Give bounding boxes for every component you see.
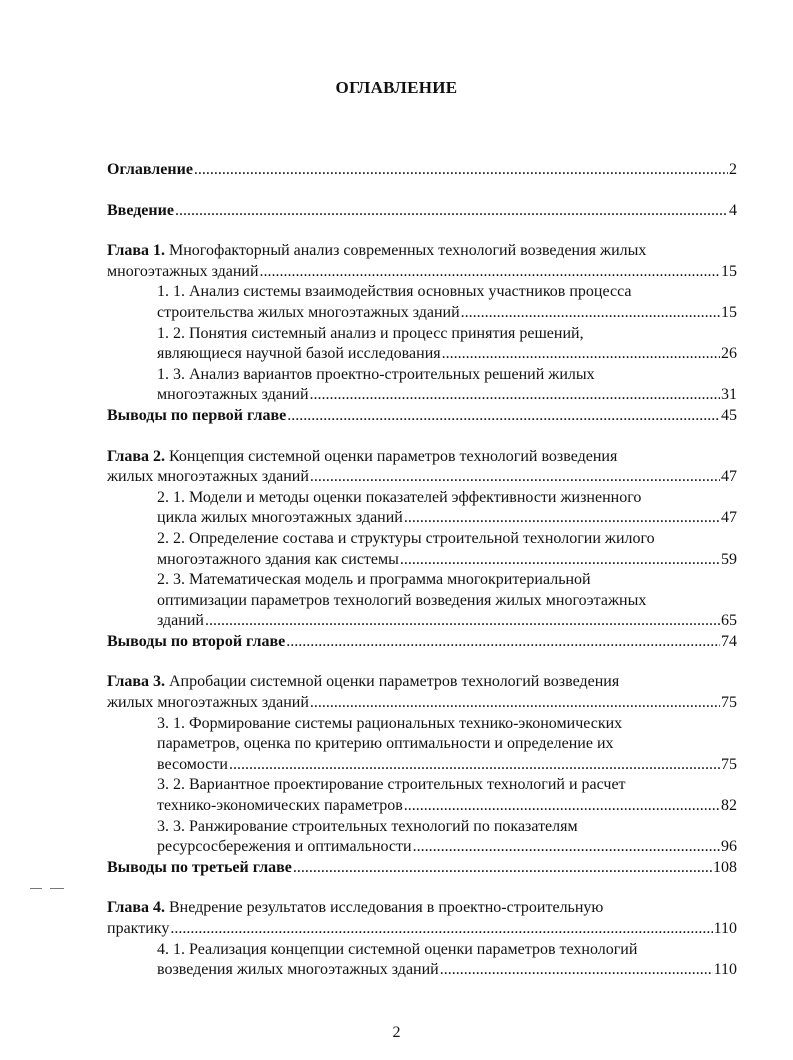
toc-entry-section-2-2[interactable] (107, 529, 737, 570)
toc-entry-label: Введение (107, 201, 174, 219)
page-ref: 47 (721, 468, 737, 486)
section-title-line2: оптимизации параметров технологий возведения жилых многоэтажных (157, 591, 647, 609)
section-title-line1: 3. 3. Ранжирование строительных технологий по показателям (157, 817, 578, 835)
section-title-line1: 4. 1. Реализация концепции системной оценки параметров технологий (157, 940, 638, 958)
section-title-line2: цикла жилых многоэтажных зданий (157, 509, 403, 527)
dot-leader (400, 550, 720, 571)
section-title-line1: 2. 2. Определение состава и структуры строительной технологии жилого (157, 529, 655, 547)
page-ref: 110 (713, 961, 737, 979)
section-title-line2: возведения жилых многоэтажных зданий (157, 961, 439, 979)
section-title-line1: 1. 1. Анализ системы взаимодействия основных участников процесса (157, 283, 632, 301)
section-title-line2: технико-экономических параметров (157, 797, 403, 815)
toc-entry-chapter-3[interactable] (107, 672, 737, 713)
page-ref: 110 (713, 920, 737, 937)
toc-entry-vvedenie[interactable] (107, 201, 737, 222)
toc-entry-section-3-3[interactable] (107, 817, 737, 858)
section-title-line3: зданий (157, 612, 204, 630)
section-title-line1: 1. 3. Анализ вариантов проектно-строительных решений жилых (157, 365, 595, 383)
toc-entry-chapter-1[interactable] (107, 241, 737, 282)
dot-leader (461, 303, 720, 324)
page-ref: 59 (721, 550, 737, 568)
chapter-title-line1: Концепция системной оценки параметров технологий возведения (165, 447, 618, 465)
page-ref: 47 (721, 509, 737, 527)
scan-speck (50, 888, 64, 889)
chapter-title-line2: многоэтажных зданий (107, 262, 259, 280)
page-ref: 45 (721, 406, 737, 424)
dot-leader (413, 837, 720, 858)
toc-entry-section-1-2[interactable] (107, 324, 737, 365)
dot-leader (442, 344, 720, 365)
toc-entry-section-4-1[interactable] (107, 940, 737, 981)
chapter-prefix: Глава 4. (107, 899, 165, 917)
toc-entry-conclusion-2[interactable] (107, 632, 737, 653)
page-number: 2 (392, 1024, 401, 1041)
section-title-line2: многоэтажного здания как системы (157, 550, 399, 568)
page-ref: 15 (721, 262, 737, 280)
dot-leader (194, 160, 728, 181)
conclusion-label: Выводы по третьей главе (107, 858, 292, 876)
chapter-title-line2: практику (107, 920, 170, 937)
page-ref: 15 (721, 303, 737, 321)
toc-entry-section-1-1[interactable] (107, 282, 737, 323)
conclusion-label: Выводы по второй главе (107, 632, 286, 650)
dot-leader (260, 262, 720, 283)
toc-entry-chapter-2[interactable] (107, 447, 737, 488)
section-title-line1: 2. 3. Математическая модель и программа многокритериальной (157, 571, 591, 589)
section-title-line2: являющиеся научной базой исследования (157, 345, 441, 363)
toc-entry-conclusion-3[interactable] (107, 858, 737, 879)
page-ref: 74 (721, 632, 737, 650)
page-ref: 75 (721, 694, 737, 712)
toc-entry-chapter-4[interactable] (107, 898, 737, 939)
dot-leader (229, 755, 720, 776)
section-title-line2: ресурсосбережения и оптимальности (157, 838, 412, 856)
toc-entry-label: Оглавление (107, 161, 193, 178)
table-of-contents (107, 160, 737, 981)
dot-leader (310, 693, 720, 714)
chapter-title-line2: жилых многоэтажных зданий (107, 694, 309, 712)
page-ref: 4 (729, 201, 737, 219)
conclusion-label: Выводы по первой главе (107, 406, 287, 424)
dot-leader (404, 796, 720, 817)
dot-leader (205, 611, 720, 632)
dot-leader (310, 385, 720, 406)
dot-leader (286, 632, 720, 653)
toc-entry-section-3-1[interactable] (107, 714, 737, 776)
chapter-title-line2: жилых многоэтажных зданий (107, 468, 309, 486)
section-title-line3: весомости (157, 755, 228, 773)
dot-leader (440, 960, 713, 981)
toc-entry-section-1-3[interactable] (107, 365, 737, 406)
page-ref: 65 (721, 612, 737, 630)
section-title-line2: многоэтажных зданий (157, 386, 309, 404)
page-ref: 31 (721, 386, 737, 404)
dot-leader (293, 858, 712, 879)
section-title-line1: 2. 1. Модели и методы оценки показателей эффективности жизненного (157, 488, 642, 506)
page-ref: 2 (729, 161, 737, 178)
page-ref: 108 (713, 858, 737, 876)
scan-speck (30, 888, 42, 889)
chapter-prefix: Глава 3. (107, 673, 165, 691)
chapter-title-line1: Многофакторный анализ современных технологий возведения жилых (165, 242, 647, 260)
toc-entry-section-2-3[interactable] (107, 570, 737, 632)
page-title: ОГЛАВЛЕНИЕ (335, 78, 458, 97)
chapter-prefix: Глава 1. (107, 242, 165, 260)
page-ref: 26 (721, 345, 737, 363)
page-ref: 75 (721, 755, 737, 773)
toc-entry-section-2-1[interactable] (107, 488, 737, 529)
section-title-line2: строительства жилых многоэтажных зданий (157, 303, 460, 321)
section-title-line1: 1. 2. Понятия системный анализ и процесс принятия решений, (157, 324, 584, 342)
toc-entry-oglavlenie[interactable] (107, 160, 737, 181)
dot-leader (404, 508, 720, 529)
page-ref: 96 (721, 838, 737, 856)
toc-entry-conclusion-1[interactable] (107, 406, 737, 427)
page-ref: 82 (721, 797, 737, 815)
toc-entry-section-3-2[interactable] (107, 775, 737, 816)
section-title-line1: 3. 1. Формирование системы рациональных технико-экономических (157, 714, 623, 732)
dot-leader (170, 919, 712, 940)
chapter-title-line1: Внедрение результатов исследования в проектно-строительную (165, 899, 604, 917)
section-title-line2: параметров, оценка по критерию оптимальности и определение их (157, 735, 614, 753)
dot-leader (175, 201, 728, 222)
dot-leader (287, 406, 720, 427)
section-title-line1: 3. 2. Вариантное проектирование строительных технологий и расчет (157, 776, 626, 794)
chapter-prefix: Глава 2. (107, 447, 165, 465)
dot-leader (310, 467, 720, 488)
chapter-title-line1: Апробации системной оценки параметров технологий возведения (165, 673, 620, 691)
